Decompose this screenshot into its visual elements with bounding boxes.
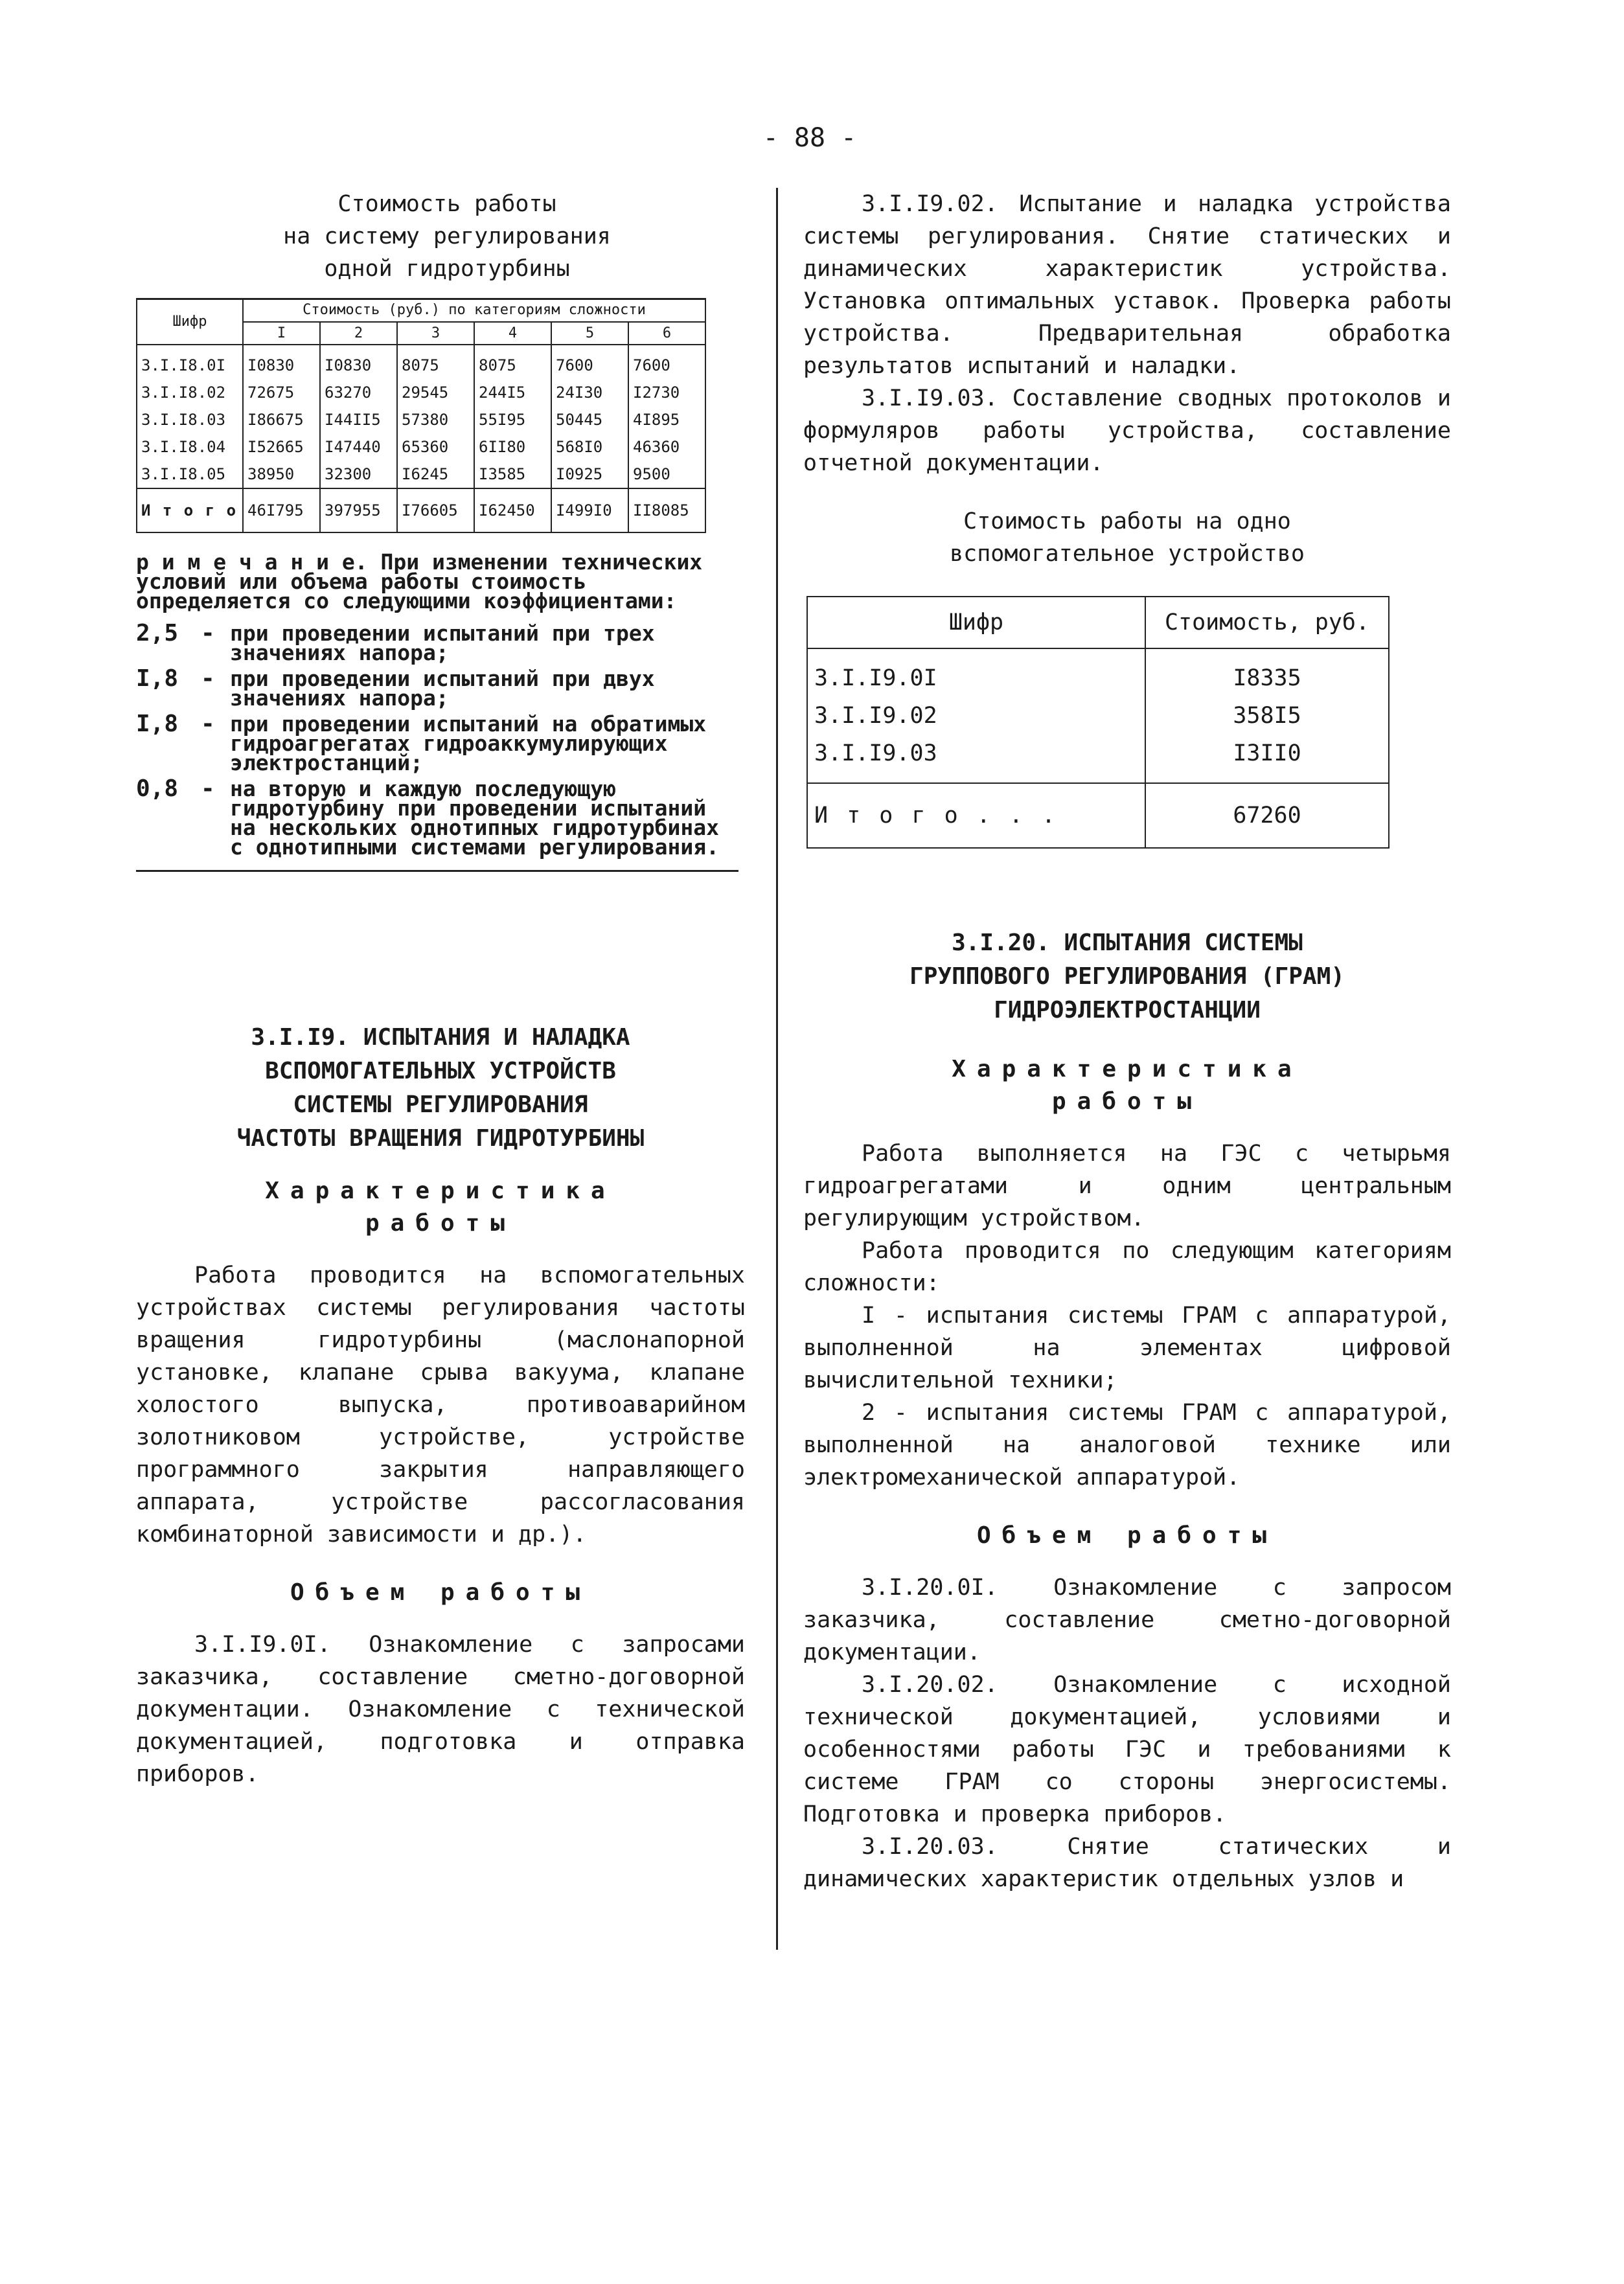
coefficient: 0,8 [136,775,179,802]
table-row [137,406,705,433]
volume-text: 3.I.I9.0I. Ознакомление с запросами заказчика, составление сметно-договорной документации. Ознакомление с технической документацией, подготовка и отправка приборов. [136,1632,745,1787]
cell: I2730 [628,379,705,406]
total-label: И т о г о . . . [807,783,1145,848]
note-text: при проведении испытаний при двух значениях напора; [230,666,655,711]
column-divider [776,188,778,1950]
row-code: 3.I.I8.02 [137,379,243,406]
total-cell: II8085 [628,488,705,532]
note-item [136,620,719,665]
cell: 72675 [243,379,320,406]
dash: - [201,775,215,802]
table-row [137,461,705,488]
total-label: И т о г о [137,488,243,532]
category-header: 4 [474,322,551,345]
row-code: 3.I.I9.0I [807,648,1145,697]
row-cost: I8335 [1145,648,1389,697]
table-row [137,433,705,461]
note-item [136,775,719,860]
total-cell: 397955 [320,488,397,532]
total-cell: I499I0 [551,488,628,532]
note-text: на вторую и каждую последующую гидротурбину при проведении испытаний на нескольких однотипных гидротурбинах с однотипными системами регулирования. [230,776,719,860]
cell: 24I30 [551,379,628,406]
category-header: 5 [551,322,628,345]
total-cell: 46I795 [243,488,320,532]
cell: 7600 [551,345,628,379]
heading-line: работы [365,1210,516,1237]
title-line: на систему регулирования [283,223,611,249]
category-header: 6 [628,322,705,345]
cell: 4I895 [628,406,705,433]
coefficient: 2,5 [136,620,179,646]
note-item [136,711,719,775]
heading-line: ГИДРОЭЛЕКТРОСТАНЦИИ [994,997,1261,1023]
volume-text-1: 3.I.20.0I. Ознакомление с запросом заказчика, составление сметно-договорной документации. [803,1575,1451,1665]
row-cost: 358I5 [1145,697,1389,735]
page-number: - 88 - [762,123,857,153]
cell: I44II5 [320,406,397,433]
cell: 38950 [243,461,320,488]
row-code: 3.I.I8.04 [137,433,243,461]
cost-table-auxiliary [806,596,1390,849]
left-table-title [149,188,745,285]
row-cost: I3II0 [1145,735,1389,783]
col-code-header: Шифр [137,299,243,345]
dash: - [201,665,215,692]
characteristic-text-3: I - испытания системы ГРАМ с аппаратурой, выполненной на элементах цифровой вычислительной техники; [803,1303,1451,1393]
coefficient: I,8 [136,665,179,692]
characteristic-text-4: 2 - испытания системы ГРАМ с аппаратурой, выполненной на аналоговой технике или электромеханической аппаратурой. [803,1400,1451,1490]
cell: 244I5 [474,379,551,406]
cell: 32300 [320,461,397,488]
paragraph-3-1-19-02: 3.I.I9.02. Испытание и наладка устройства системы регулирования. Снятие статических и динамических характеристик устройства. Установка оптимальных уставок. Проверка работы устройства. Предварительная обработка результатов испытаний и наладки. [803,191,1451,379]
characteristic-heading [136,1175,745,1240]
cell: I3585 [474,461,551,488]
row-code: 3.I.I8.03 [137,406,243,433]
table-row [807,648,1389,697]
note-bottom-rule [136,870,738,872]
row-code: 3.I.I9.03 [807,735,1145,783]
table-row [137,345,705,379]
cell: I52665 [243,433,320,461]
total-cost: 67260 [1145,783,1389,848]
col-code-header: Шифр [807,597,1145,648]
heading-line: СИСТЕМЫ РЕГУЛИРОВАНИЯ [293,1091,588,1118]
table-total-row [137,488,705,532]
cell: 50445 [551,406,628,433]
cell: 46360 [628,433,705,461]
characteristic-text: Работа проводится на вспомогательных устройствах системы регулирования частоты вращения гидротурбины (маслонапорной установке, клапане срыва вакуума, клапане холостого выпуска, противоаварийном золотниковом устройстве, устройстве программного закрытия направляющего аппарата, устройстве рассогласования комбинаторной зависимости и др.). [136,1262,745,1547]
table-row [807,697,1389,735]
title-line: Стоимость работы на одно [963,508,1291,534]
heading-line: ЧАСТОТЫ ВРАЩЕНИЯ ГИДРОТУРБИНЫ [236,1125,645,1152]
note-intro: р и м е ч а н и е. При изменении технических условий или объема работы стоимость определяется со следующими коэффициентами: [136,549,703,613]
heading-line: ГРУППОВОГО РЕГУЛИРОВАНИЯ (ГРАМ) [909,963,1345,990]
title-line: одной гидротурбины [324,256,570,282]
section-heading-3-1-20 [803,926,1451,1027]
heading-line: Характеристика [265,1178,616,1204]
note-text: при проведении испытаний на обратимых гидроагрегатах гидроаккумулирующих электростанций; [230,711,707,775]
cell: 6II80 [474,433,551,461]
cell: 55I95 [474,406,551,433]
characteristic-heading [803,1053,1451,1118]
cell: 7600 [628,345,705,379]
dash: - [201,620,215,646]
volume-text-2: 3.I.20.02. Ознакомление с исходной технической документацией, условиями и особенностями работы ГЭС и требованиями к системе ГРАМ со стороны энергосистемы. Подготовка и проверка приборов. [803,1672,1451,1827]
heading-line: работы [1051,1088,1203,1115]
characteristic-text-1: Работа выполняется на ГЭС с четырьмя гидроагрегатами и одним центральным регулирующим устройством. [803,1141,1451,1231]
cell: 29545 [397,379,474,406]
title-line: Стоимость работы [337,191,556,217]
coefficient: I,8 [136,711,179,737]
note [136,549,719,860]
cell: 8075 [474,345,551,379]
dash: - [201,711,215,737]
cell: 568I0 [551,433,628,461]
heading-line: Характеристика [952,1056,1303,1082]
right-column [803,188,1451,1895]
cell: 63270 [320,379,397,406]
table-row [137,379,705,406]
section-heading-3-1-19 [136,1021,745,1156]
total-cell: I62450 [474,488,551,532]
volume-heading: Объем работы [290,1579,591,1606]
category-header: I [243,322,320,345]
category-header: 3 [397,322,474,345]
cell: I6245 [397,461,474,488]
category-header: 2 [320,322,397,345]
heading-line: 3.I.I9. ИСПЫТАНИЯ И НАЛАДКА [251,1024,630,1051]
cell: 65360 [397,433,474,461]
col-cost-header: Стоимость, руб. [1145,597,1389,648]
note-item [136,665,719,711]
cell: 9500 [628,461,705,488]
cell: I0830 [243,345,320,379]
cell: 57380 [397,406,474,433]
row-code: 3.I.I9.02 [807,697,1145,735]
volume-text-3: 3.I.20.03. Снятие статических и динамических характеристик отдельных узлов и [803,1834,1451,1892]
cell: I0830 [320,345,397,379]
note-text: при проведении испытаний при трех значениях напора; [230,621,655,665]
right-table-title [803,505,1451,570]
table-row [807,735,1389,783]
row-code: 3.I.I8.0I [137,345,243,379]
paragraph-3-1-19-03: 3.I.I9.03. Составление сводных протоколов и формуляров работы устройства, составление отчетной документации. [803,385,1451,476]
cell: 8075 [397,345,474,379]
heading-line: ВСПОМОГАТЕЛЬНЫХ УСТРОЙСТВ [265,1058,616,1084]
volume-heading: Объем работы [976,1522,1278,1549]
characteristic-text-2: Работа проводится по следующим категориям сложности: [803,1238,1451,1296]
col-group-header: Стоимость (руб.) по категориям сложности [243,299,705,322]
total-cell: I76605 [397,488,474,532]
cost-table-categories [136,298,706,533]
cell: I0925 [551,461,628,488]
table-total-row [807,783,1389,848]
heading-line: 3.I.20. ИСПЫТАНИЯ СИСТЕМЫ [952,930,1303,956]
cell: I47440 [320,433,397,461]
cell: I86675 [243,406,320,433]
row-code: 3.I.I8.05 [137,461,243,488]
left-column [136,188,745,1790]
title-line: вспомогательное устройство [950,541,1305,567]
